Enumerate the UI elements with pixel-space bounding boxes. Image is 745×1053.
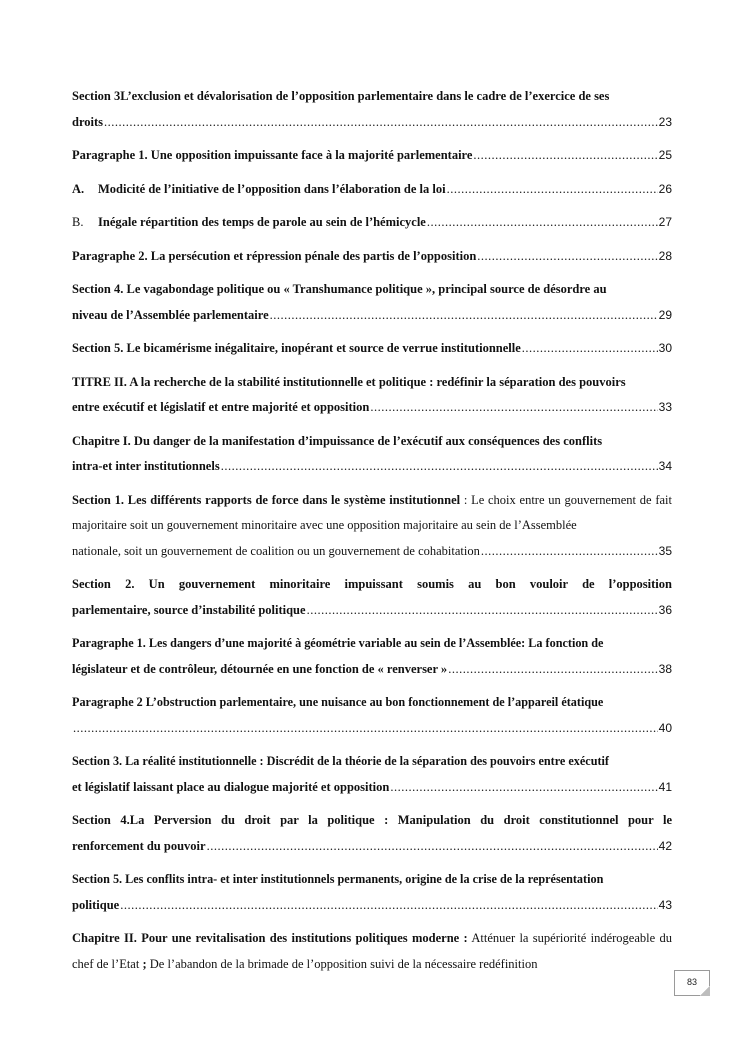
- toc-entry-last-line: [72, 143, 672, 169]
- page-number: 83: [686, 977, 697, 987]
- toc-page-number: 27: [658, 215, 672, 229]
- toc-entry[interactable]: [72, 631, 672, 682]
- toc-entry-last-line: [72, 454, 672, 480]
- dot-leader: [448, 657, 657, 683]
- toc-entry[interactable]: [72, 143, 672, 169]
- toc-entry-last-line: [72, 893, 672, 919]
- toc-entry[interactable]: [72, 277, 672, 328]
- toc-entry-title: droits: [72, 114, 104, 129]
- toc-entry-line: Section 3L’exclusion et dévalorisation de l’opposition parlementaire dans le cadre de l’exercice de ses: [72, 89, 610, 103]
- toc-entry-title: Paragraphe 2. La persécution et répression pénale des partis de l’opposition: [72, 248, 477, 263]
- toc-entry-last-line: [72, 395, 672, 421]
- toc-entry[interactable]: [72, 572, 672, 623]
- dot-leader: [447, 177, 658, 203]
- dot-leader: [120, 893, 657, 919]
- dot-leader: [390, 775, 657, 801]
- toc-entry[interactable]: [72, 808, 672, 859]
- dot-leader: [473, 143, 657, 169]
- toc-entry-last-line: [72, 657, 672, 683]
- toc-entry-line: : Le choix entre un gouvernement de fait majoritaire soit un gouvernement minoritaire avec une opposition majoritaire au sein de l’Assemblée: [72, 492, 672, 532]
- toc-page-number: 42: [658, 838, 672, 853]
- dot-leader: [270, 303, 658, 329]
- toc-entry-line: Section 4. Le vagabondage politique ou « Transhumance politique », principal source de désordre au: [72, 282, 607, 296]
- toc-entry-title: renforcement du pouvoir: [72, 838, 206, 853]
- toc-page-number: 26: [658, 181, 672, 196]
- toc-entry-label: A.: [72, 181, 85, 196]
- dot-leader: [370, 395, 657, 421]
- toc-entry-last-line: [72, 336, 672, 362]
- dot-leader: [522, 336, 658, 362]
- table-of-contents: [72, 84, 672, 985]
- toc-entry-line: Chapitre I. Du danger de la manifestation d’impuissance de l’exécutif aux conséquences des conflits: [72, 433, 603, 448]
- toc-entry-last-line: [72, 177, 672, 203]
- page-fold-icon: [700, 986, 710, 996]
- toc-entry-label: B.: [72, 215, 84, 229]
- toc-page-number: 23: [658, 114, 672, 129]
- toc-entry[interactable]: [72, 690, 672, 741]
- toc-page-number: 29: [658, 307, 672, 322]
- toc-entry-title: et législatif laissant place au dialogue majorité et opposition: [72, 779, 390, 794]
- dot-leader: [427, 210, 658, 236]
- toc-entry-line: Section 3. La réalité institutionnelle : Discrédit de la théorie de la séparation des pouvoirs entre exécutif: [72, 754, 609, 768]
- toc-page-number: 34: [658, 459, 672, 473]
- page-number-box: [674, 970, 710, 996]
- toc-entry-last-line: [72, 110, 672, 136]
- toc-entry-last-line: [72, 598, 672, 624]
- toc-entry-last-line: [72, 716, 672, 742]
- toc-entry[interactable]: [72, 429, 672, 480]
- toc-entry-bold-title: Section 1. Les différents rapports de force dans le système institutionnel: [72, 492, 461, 507]
- toc-entry[interactable]: [72, 244, 672, 270]
- toc-entry-last-line: [72, 244, 672, 270]
- toc-entry-title: niveau de l’Assemblée parlementaire: [72, 307, 269, 322]
- toc-entry-line: Paragraphe 1. Les dangers d’une majorité à géométrie variable au sein de l’Assemblée: La fonction de: [72, 636, 604, 650]
- toc-page-number: 38: [658, 661, 672, 676]
- toc-entry-title: politique: [72, 897, 120, 912]
- toc-entry[interactable]: [72, 370, 672, 421]
- dot-leader: [207, 834, 658, 860]
- toc-entry-title: Section 5. Le bicamérisme inégalitaire, inopérant et source de verrue institutionnelle: [72, 341, 521, 355]
- toc-entry-final[interactable]: [72, 926, 672, 977]
- toc-page-number: 43: [658, 897, 672, 912]
- toc-page-number: 40: [658, 720, 672, 735]
- toc-entry[interactable]: [72, 336, 672, 362]
- toc-page-number: 33: [658, 400, 672, 414]
- toc-entry-title: Inégale répartition des temps de parole au sein de l’hémicycle: [98, 215, 426, 229]
- toc-page-number: 25: [658, 148, 672, 162]
- toc-entry-text: Atténuer la supériorité indérogeable du chef de l’Etat: [72, 931, 672, 971]
- toc-entry-bold-title: Chapitre II. Pour une revitalisation des institutions politiques moderne :: [72, 931, 468, 945]
- toc-entry-last-line: [72, 210, 672, 236]
- toc-entry[interactable]: [72, 867, 672, 918]
- toc-entry-line: TITRE II. A la recherche de la stabilité institutionnelle et politique : redéfinir la séparation des pouvoirs: [72, 374, 626, 389]
- toc-entry[interactable]: [72, 488, 672, 565]
- toc-entry-title: Modicité de l’initiative de l’opposition dans l’élaboration de la loi: [98, 181, 446, 196]
- toc-entry-separator: ;: [142, 956, 147, 971]
- toc-entry-text: De l’abandon de la brimade de l’opposition suivi de la nécessaire redéfinition: [146, 956, 538, 971]
- toc-entry-line: Section 2. Un gouvernement minoritaire impuissant soumis au bon vouloir de l’opposition: [72, 577, 672, 591]
- toc-entry-title: nationale, soit un gouvernement de coalition ou un gouvernement de cohabitation: [72, 543, 480, 558]
- toc-entry-last-line: [72, 539, 672, 565]
- toc-entry-title: parlementaire, source d’instabilité politique: [72, 602, 306, 617]
- toc-entry-title: intra-et inter institutionnels: [72, 459, 220, 473]
- dot-leader: [477, 244, 657, 270]
- toc-entry-line: Section 5. Les conflits intra- et inter institutionnels permanents, origine de la crise de la représentation: [72, 872, 604, 886]
- dot-leader: [104, 110, 658, 136]
- toc-page-number: 36: [658, 602, 672, 617]
- toc-entry-last-line: [72, 303, 672, 329]
- toc-entry-last-line: [72, 834, 672, 860]
- toc-entry-line: Section 4.La Perversion du droit par la politique : Manipulation du droit constitutionnel pour le: [72, 813, 672, 827]
- dot-leader: [307, 598, 658, 624]
- toc-page-number: 41: [658, 779, 672, 794]
- toc-entry[interactable]: [72, 749, 672, 800]
- dot-leader: [481, 539, 658, 565]
- toc-entry[interactable]: [72, 177, 672, 203]
- toc-entry-last-line: [72, 775, 672, 801]
- toc-page-number: 35: [658, 543, 672, 558]
- toc-entry[interactable]: [72, 84, 672, 135]
- toc-entry-title: Paragraphe 1. Une opposition impuissante face à la majorité parlementaire: [72, 148, 473, 162]
- toc-entry-title: entre exécutif et législatif et entre majorité et opposition: [72, 400, 370, 414]
- toc-entry[interactable]: [72, 210, 672, 236]
- toc-page-number: 28: [658, 248, 672, 263]
- toc-entry-title: législateur et de contrôleur, détournée en une fonction de « renverser »: [72, 661, 448, 676]
- toc-entry-line: Paragraphe 2 L’obstruction parlementaire, une nuisance au bon fonctionnement de l’appareil étatique: [72, 695, 604, 709]
- dot-leader: [221, 454, 658, 480]
- dot-leader: [73, 716, 658, 742]
- toc-page-number: 30: [658, 341, 672, 355]
